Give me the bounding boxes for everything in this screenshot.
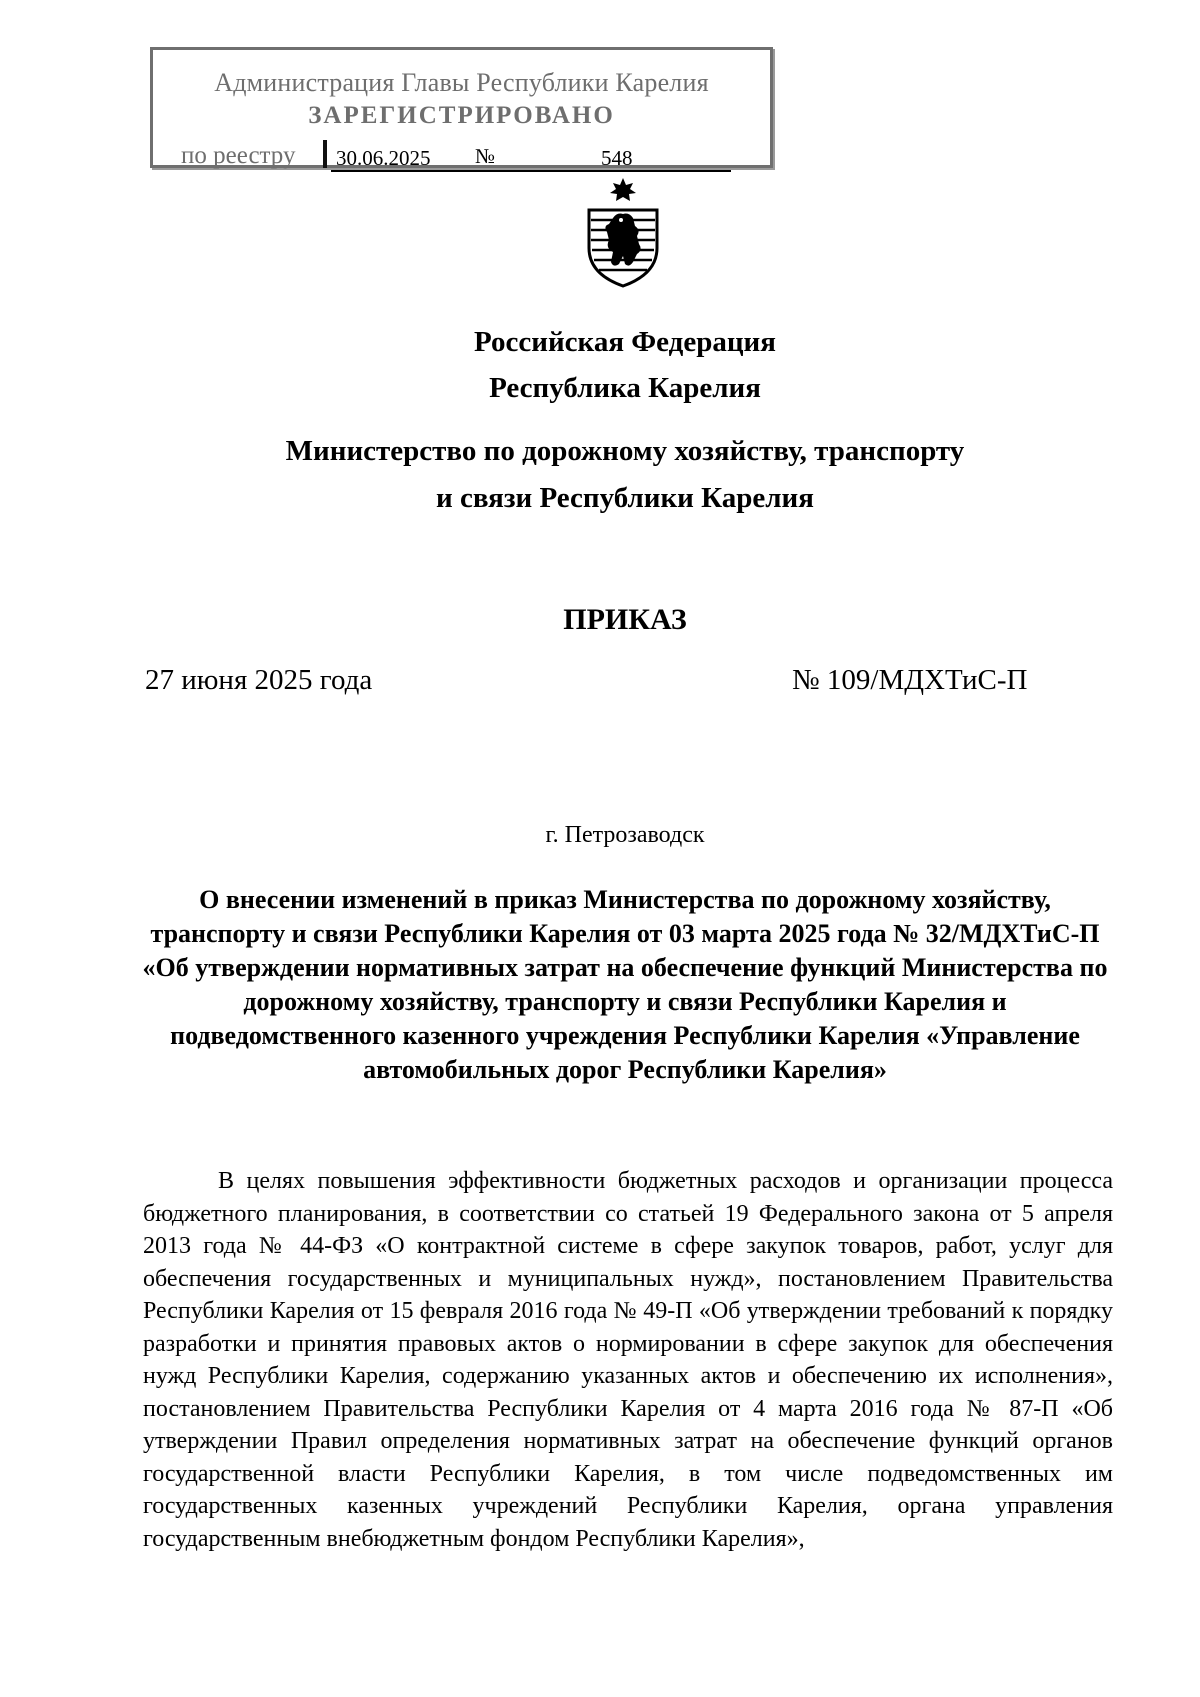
order-number: № 109/МДХТиС-П xyxy=(792,664,1028,696)
registration-stamp xyxy=(150,47,773,168)
stamp-number: 548 xyxy=(601,146,633,170)
stamp-authority: Администрация Главы Республики Карелия xyxy=(214,68,709,97)
republic-title: Республика Карелия xyxy=(489,372,761,404)
karelia-coat-of-arms-icon xyxy=(583,176,663,288)
order-subject: О внесении изменений в приказ Министерства по дорожному хозяйству, транспорту и связи Республики Карелия от 03 марта 2025 года № 32/МДХТиС-П «Об утверждении нормативных затрат на обеспечение функций Министерства по дорожному хозяйству, транспорту и связи Республики Карелия и подведомственного казенного учреждения Республики Карелия «Управление автомобильных дорог Республики Карелия» xyxy=(142,885,1108,1084)
stamp-registry-label: по реестру xyxy=(181,142,296,169)
stamp-number-sign: № xyxy=(475,144,496,168)
stamp-divider xyxy=(323,140,327,168)
order-body: В целях повышения эффективности бюджетных расходов и организации процесса бюджетного планирования, в соответствии со статьей 19 Федерального закона от 5 апреля 2013 года № 44-ФЗ «О контрактной системе в сфере закупок товаров, работ, услуг для обеспечения государственных и муниципальных нужд», постановлением Правительства Республики Карелия от 15 февраля 2016 года № 49-П «Об утверждении требований к порядку разработки и принятия правовых актов о нормировании в сфере закупок для обеспечения нужд Республики Карелия, содержанию указанных актов и обеспечению их исполнения», постановлением Правительства Республики Карелия от 4 марта 2016 года № 87-П «Об утверждении Правил определения нормативных затрат на обеспечение функций органов государственной власти Республики Карелия, в том числе подведомственных им государственных казенных учреждений Республики Карелия, органа управления государственным внебюджетным фондом Республики Карелия», xyxy=(143,1168,1113,1552)
stamp-date: 30.06.2025 xyxy=(336,146,431,170)
order-city: г. Петрозаводск xyxy=(545,822,705,848)
ministry-title-line2: и связи Республики Карелия xyxy=(436,482,814,514)
order-date: 27 июня 2025 года xyxy=(145,664,373,696)
country-title: Российская Федерация xyxy=(474,326,776,358)
ministry-title-line1: Министерство по дорожному хозяйству, транспорту xyxy=(285,435,965,467)
stamp-underline xyxy=(331,170,731,172)
stamp-registered: ЗАРЕГИСТРИРОВАНО xyxy=(308,102,615,129)
document-type: ПРИКАЗ xyxy=(563,603,687,636)
